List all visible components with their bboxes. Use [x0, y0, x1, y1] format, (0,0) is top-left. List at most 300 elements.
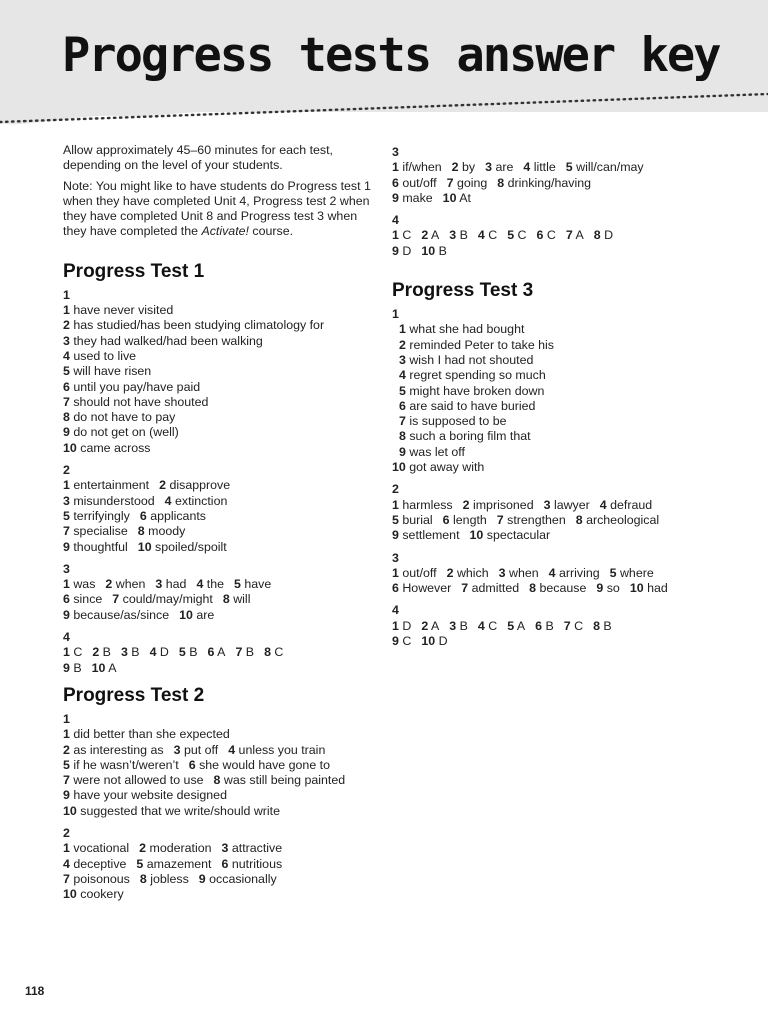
item-answer: C: [402, 634, 412, 649]
item-number: 4: [164, 493, 172, 508]
left-column: [63, 143, 383, 909]
item-answer: B: [459, 618, 468, 633]
answer-line: [392, 399, 732, 414]
question-block: [392, 145, 732, 206]
answer-item: [497, 513, 566, 527]
item-answer: harmless: [402, 497, 453, 512]
torn-edge-decoration: [0, 86, 768, 136]
answer-item: [576, 513, 659, 527]
item-number: 5: [609, 565, 617, 580]
answer-line: [392, 581, 732, 596]
item-number: 1: [392, 160, 399, 175]
item-answer: disapprove: [169, 478, 231, 493]
answer-item: [535, 619, 554, 633]
answer-line: [392, 160, 732, 175]
item-answer: when: [509, 565, 539, 580]
answer-line: [63, 592, 383, 607]
answer-item: [399, 322, 524, 336]
question-block: [63, 463, 383, 555]
answer-line: [63, 887, 383, 902]
item-number: 9: [63, 539, 70, 554]
answer-item: [63, 364, 151, 378]
answer-item: [399, 399, 535, 413]
answer-item: [392, 244, 411, 258]
item-number: 8: [575, 512, 583, 527]
answer-item: [63, 410, 175, 424]
item-answer: they had walked/had been walking: [73, 333, 263, 348]
answer-line: [63, 395, 383, 410]
answer-item: [228, 743, 325, 757]
answer-line: [63, 334, 383, 349]
item-answer: will/can/may: [576, 160, 644, 175]
item-number: 2: [399, 337, 406, 352]
item-answer: when: [115, 577, 146, 592]
item-number: 6: [221, 856, 229, 871]
item-answer: wish I had not shouted: [409, 352, 534, 367]
item-answer: B: [102, 645, 111, 660]
answer-item: [63, 661, 82, 675]
answer-line: [63, 773, 383, 788]
item-number: 3: [173, 742, 181, 757]
item-answer: since: [73, 592, 103, 607]
answer-item: [63, 758, 179, 772]
answer-item: [537, 228, 556, 242]
section-title: Progress Test 3: [392, 280, 534, 302]
answer-item: [222, 841, 283, 855]
item-number: 6: [399, 398, 406, 413]
item-answer: terrifyingly: [73, 508, 130, 523]
item-number: 5: [565, 160, 573, 175]
answer-item: [92, 645, 111, 659]
question-number: 3: [392, 550, 399, 565]
answer-line: [63, 509, 383, 524]
answer-item: [470, 528, 551, 542]
question-number: 4: [392, 603, 399, 618]
answer-line: [63, 303, 383, 318]
answer-item: [63, 577, 95, 591]
item-answer: B: [459, 228, 468, 243]
question-block: [392, 551, 732, 597]
answer-line: [392, 414, 732, 429]
answer-item: [610, 566, 654, 580]
answer-line: [63, 425, 383, 440]
progress-test-2-continued: [392, 145, 732, 259]
item-answer: strengthen: [507, 512, 566, 527]
item-number: 10: [421, 634, 436, 649]
answer-item: [523, 160, 555, 174]
answer-item: [63, 524, 128, 538]
answer-line: [63, 349, 383, 364]
answer-item: [507, 619, 525, 633]
item-number: 2: [159, 478, 167, 493]
answer-item: [421, 244, 447, 258]
item-answer: did better than she expected: [73, 727, 230, 742]
answer-item: [392, 160, 442, 174]
item-answer: D: [604, 228, 614, 243]
item-answer: A: [217, 645, 226, 660]
answer-line: [63, 727, 383, 742]
question-block: [392, 603, 732, 649]
item-answer: suggested that we write/should write: [80, 803, 280, 818]
item-number: 7: [446, 175, 454, 190]
answer-item: [222, 857, 283, 871]
item-number: 5: [392, 512, 399, 527]
item-answer: poisonous: [73, 871, 130, 886]
item-number: 9: [596, 581, 604, 596]
item-number: 8: [593, 618, 600, 633]
item-number: 1: [63, 841, 70, 856]
answer-item: [544, 498, 590, 512]
item-answer: if he wasn’t/weren’t: [73, 757, 179, 772]
answer-line: [63, 804, 383, 819]
answer-line: [392, 513, 732, 528]
item-answer: A: [430, 618, 440, 633]
answer-line: [392, 353, 732, 368]
item-answer: put off: [183, 742, 219, 757]
question-block: [63, 712, 383, 819]
answer-item: [234, 577, 271, 591]
item-number: 1: [392, 228, 399, 243]
answer-line: [63, 645, 383, 660]
item-answer: jobless: [150, 871, 189, 886]
answer-line: [63, 318, 383, 333]
item-answer: D: [159, 645, 169, 660]
item-number: 1: [392, 497, 399, 512]
answer-item: [399, 368, 546, 382]
answer-item: [63, 804, 280, 818]
item-answer: have never visited: [73, 303, 174, 318]
progress-test-1: [63, 261, 383, 676]
item-answer: A: [575, 228, 584, 243]
item-number: 3: [63, 493, 70, 508]
item-answer: nutritious: [231, 856, 283, 871]
answer-item: [140, 872, 189, 886]
item-answer: if/when: [402, 160, 442, 175]
answer-line: [63, 841, 383, 856]
item-answer: going: [456, 175, 488, 190]
item-answer: occasionally: [209, 871, 277, 886]
item-number: 7: [563, 618, 571, 633]
item-number: 9: [392, 243, 399, 258]
item-number: 6: [392, 581, 399, 596]
item-answer: However: [402, 581, 452, 596]
answer-item: [392, 176, 437, 190]
answer-line: [392, 445, 732, 460]
item-number: 5: [136, 856, 144, 871]
item-number: 7: [235, 645, 243, 660]
answer-item: [392, 460, 484, 474]
item-answer: B: [545, 618, 554, 633]
answer-line: [392, 368, 732, 383]
item-answer: until you pay/have paid: [73, 379, 201, 394]
answer-item: [63, 592, 102, 606]
answer-item: [138, 540, 227, 554]
answer-item: [63, 727, 230, 741]
item-answer: was still being painted: [223, 773, 346, 788]
answer-item: [452, 160, 475, 174]
item-answer: C: [488, 618, 498, 633]
answer-item: [138, 524, 186, 538]
item-number: 3: [399, 352, 406, 367]
item-number: 10: [421, 243, 436, 258]
item-answer: amazement: [146, 856, 212, 871]
answer-line: [392, 244, 732, 259]
item-number: 4: [477, 618, 485, 633]
question-block: [63, 288, 383, 456]
item-number: 10: [442, 190, 457, 205]
item-answer: extinction: [175, 493, 228, 508]
intro-note: Note: You might like to have students do Progress test 1 when they have completed Unit 4, Progress test 2 when they have completed Unit 8 and Progress test 3 when they have completed the Activate! course.: [63, 178, 371, 239]
item-number: 3: [543, 497, 551, 512]
item-number: 9: [399, 444, 406, 459]
item-answer: D: [402, 243, 412, 258]
answer-item: [529, 581, 586, 595]
answer-item: [208, 645, 226, 659]
item-answer: defraud: [610, 497, 653, 512]
item-number: 5: [63, 508, 70, 523]
answer-line: [63, 524, 383, 539]
item-answer: imprisoned: [472, 497, 534, 512]
answer-line: [392, 528, 732, 543]
item-answer: was: [73, 577, 96, 592]
answer-item: [600, 498, 652, 512]
item-answer: C: [546, 228, 556, 243]
progress-test-3: [392, 280, 732, 649]
item-number: 1: [63, 303, 70, 318]
item-answer: such a boring film that: [409, 429, 531, 444]
item-answer: C: [274, 645, 284, 660]
item-number: 2: [451, 160, 459, 175]
item-answer: should not have shouted: [73, 394, 209, 409]
item-answer: A: [108, 660, 117, 675]
item-answer: she would have gone to: [199, 757, 330, 772]
item-answer: admitted: [471, 581, 520, 596]
question-number: 2: [63, 825, 70, 840]
answer-item: [421, 228, 439, 242]
answer-item: [63, 841, 129, 855]
item-answer: what she had bought: [409, 322, 525, 337]
item-answer: are: [495, 160, 514, 175]
answer-line: [63, 364, 383, 379]
item-number: 10: [629, 581, 644, 596]
item-answer: used to live: [73, 348, 137, 363]
answer-item: [63, 380, 200, 394]
item-number: 3: [485, 160, 492, 175]
answer-item: [63, 334, 263, 348]
item-answer: archeological: [586, 512, 660, 527]
item-number: 6: [207, 645, 215, 660]
item-number: 8: [63, 410, 70, 425]
answer-item: [399, 384, 544, 398]
answer-item: [507, 228, 526, 242]
item-answer: so: [606, 581, 620, 596]
item-answer: C: [517, 228, 527, 243]
answer-item: [392, 513, 433, 527]
item-number: 2: [446, 565, 454, 580]
answer-item: [63, 540, 128, 554]
answer-item: [566, 160, 644, 174]
item-answer: is supposed to be: [409, 414, 507, 429]
item-answer: the: [206, 577, 225, 592]
item-answer: unless you train: [238, 742, 326, 757]
answer-item: [214, 773, 346, 787]
item-number: 2: [139, 841, 147, 856]
item-answer: C: [488, 228, 498, 243]
item-number: 10: [137, 539, 152, 554]
answer-item: [566, 228, 584, 242]
answer-item: [121, 645, 140, 659]
item-number: 2: [421, 618, 429, 633]
item-number: 4: [523, 160, 531, 175]
answer-item: [392, 191, 433, 205]
item-answer: At: [459, 190, 471, 205]
item-number: 4: [63, 856, 70, 871]
item-answer: are: [196, 607, 215, 622]
item-answer: drinking/having: [507, 175, 591, 190]
question-number: 3: [63, 561, 70, 576]
item-number: 6: [535, 618, 543, 633]
answer-item: [497, 176, 591, 190]
answer-item: [392, 566, 437, 580]
item-number: 9: [63, 425, 70, 440]
item-answer: as interesting as: [73, 742, 164, 757]
answer-item: [63, 318, 324, 332]
item-number: 8: [399, 429, 406, 444]
section-title: Progress Test 2: [63, 684, 205, 706]
item-number: 7: [461, 581, 469, 596]
item-number: 2: [462, 497, 470, 512]
item-number: 7: [496, 512, 504, 527]
answer-item: [63, 425, 179, 439]
item-number: 3: [449, 228, 457, 243]
item-answer: will have risen: [73, 364, 152, 379]
right-column: [392, 145, 732, 656]
item-number: 3: [63, 333, 70, 348]
item-answer: spoiled/spoilt: [155, 539, 227, 554]
answer-item: [447, 176, 488, 190]
item-answer: had: [165, 577, 187, 592]
item-number: 9: [63, 660, 70, 675]
item-answer: C: [73, 645, 83, 660]
answer-item: [399, 353, 533, 367]
item-number: 4: [63, 348, 70, 363]
answer-item: [392, 228, 411, 242]
item-answer: D: [402, 618, 412, 633]
answer-item: [63, 303, 173, 317]
question-number: 1: [63, 287, 70, 302]
answer-item: [63, 887, 124, 901]
item-answer: C: [402, 228, 412, 243]
item-answer: out/off: [402, 175, 437, 190]
answer-item: [463, 498, 534, 512]
item-number: 2: [63, 318, 70, 333]
answer-line: [63, 857, 383, 872]
answer-item: [63, 743, 164, 757]
item-number: 8: [139, 871, 147, 886]
item-number: 1: [63, 478, 70, 493]
answer-line: [63, 577, 383, 592]
answer-line: [63, 540, 383, 555]
item-number: 5: [507, 228, 515, 243]
item-answer: were not allowed to use: [73, 773, 204, 788]
progress-test-2: [63, 685, 383, 903]
question-number: 1: [392, 307, 399, 322]
item-answer: arriving: [558, 565, 600, 580]
item-number: 1: [392, 565, 399, 580]
item-number: 7: [565, 228, 573, 243]
answer-line: [63, 410, 383, 425]
item-number: 6: [392, 175, 399, 190]
item-answer: length: [453, 512, 487, 527]
answer-line: [63, 743, 383, 758]
item-number: 10: [63, 887, 77, 902]
item-number: 6: [63, 379, 70, 394]
item-answer: specialise: [73, 524, 128, 539]
answer-item: [189, 758, 330, 772]
answer-item: [399, 445, 465, 459]
item-number: 4: [196, 577, 204, 592]
item-number: 3: [449, 618, 457, 633]
item-number: 7: [63, 524, 70, 539]
item-number: 5: [399, 383, 406, 398]
item-answer: will: [233, 592, 251, 607]
answer-item: [449, 228, 468, 242]
answer-item: [596, 581, 619, 595]
answer-item: [199, 872, 277, 886]
item-answer: have your website designed: [73, 788, 227, 803]
item-number: 10: [63, 440, 77, 455]
item-answer: because/as/since: [73, 607, 170, 622]
answer-item: [63, 478, 149, 492]
answer-line: [63, 788, 383, 803]
header-band: [0, 0, 768, 112]
answer-item: [63, 395, 208, 409]
item-number: 8: [213, 773, 221, 788]
answer-item: [63, 788, 227, 802]
answer-item: [485, 160, 513, 174]
answer-line: [63, 441, 383, 456]
item-number: 9: [392, 528, 399, 543]
answer-line: [392, 176, 732, 191]
answer-item: [421, 619, 439, 633]
item-answer: had: [647, 581, 668, 596]
item-number: 7: [112, 592, 120, 607]
answer-line: [63, 608, 383, 623]
item-number: 5: [178, 645, 186, 660]
answer-item: [564, 619, 583, 633]
section-title: Progress Test 1: [63, 260, 205, 282]
item-number: 7: [63, 773, 70, 788]
answer-item: [179, 645, 198, 659]
item-answer: burial: [402, 512, 433, 527]
answer-item: [264, 645, 283, 659]
answer-item: [478, 619, 497, 633]
answer-item: [392, 581, 451, 595]
item-number: 9: [392, 190, 399, 205]
item-answer: thoughtful: [73, 539, 128, 554]
item-answer: moody: [148, 524, 186, 539]
item-answer: by: [461, 160, 476, 175]
answer-item: [159, 478, 230, 492]
item-answer: little: [533, 160, 556, 175]
answer-item: [399, 429, 531, 443]
answer-item: [443, 191, 471, 205]
answer-item: [593, 619, 612, 633]
question-number: 2: [63, 463, 70, 478]
item-answer: B: [131, 645, 140, 660]
answer-item: [594, 228, 613, 242]
item-number: 3: [221, 841, 229, 856]
